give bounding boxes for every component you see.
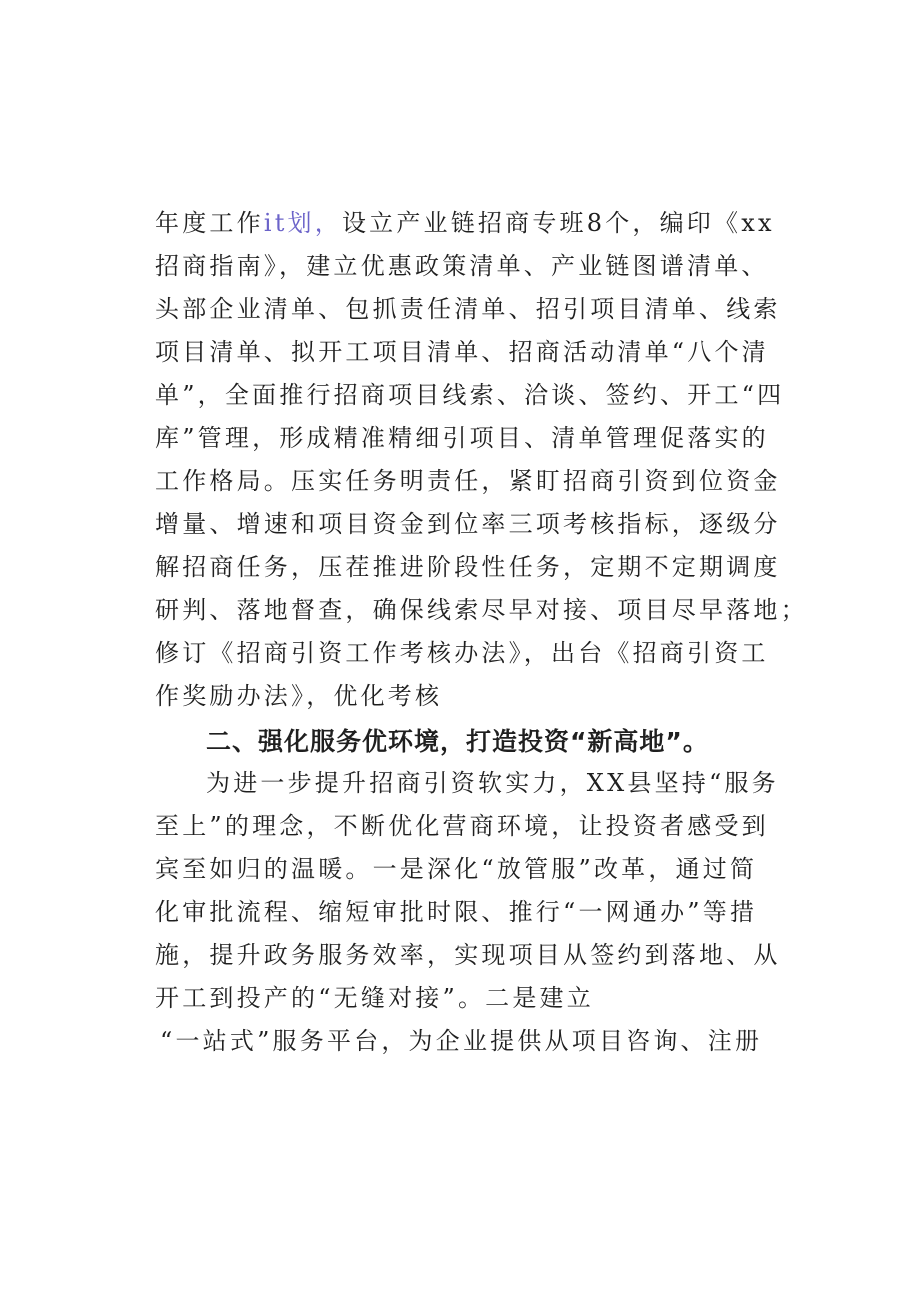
para2-line-6: 开工到投产的“无缝对接”。二是建立	[155, 984, 594, 1012]
para1-line-8: 增量、增速和项目资金到位率三项考核指标，逐级分	[155, 510, 781, 538]
text-span: 年度工作	[155, 209, 264, 237]
para2-line-4: 化审批流程、缩短审批时限、推行“一网通办”等措	[155, 898, 758, 926]
para2-line-7: “一站式”服务平台，为企业提供从项目咨询、注册	[160, 1027, 763, 1055]
para1-line-2: 招商指南》，建立优惠政策清单、产业链图谱清单、	[155, 252, 769, 280]
text-span: 设立产业链招商专班8个，编印《xx	[341, 209, 775, 237]
section-heading: 二、强化服务优环境，打造投资“新高地”。	[206, 727, 709, 756]
para1-line-1	[155, 208, 775, 238]
para1-line-4: 项目清单、拟开工项目清单、招商活动清单“八个清	[155, 338, 769, 366]
para1-line-6: 库”管理，形成精准精细引项目、清单管理促落实的	[155, 424, 769, 452]
highlighted-text: it划，	[263, 209, 342, 237]
para2-line-2: 至上”的理念，不断优化营商环境，让投资者感受到	[155, 812, 769, 840]
para1-line-7: 工作格局。压实任务明责任，紧盯招商引资到位资金	[155, 467, 781, 495]
para1-line-5: 单”，全面推行招商项目线索、洽谈、签约、开工“四	[155, 381, 785, 409]
para1-line-3: 头部企业清单、包抓责任清单、招引项目清单、线索	[155, 295, 781, 323]
para1-line-12: 作奖励办法》，优化考核	[155, 682, 443, 710]
para2-line-1: 为进一步提升招商引资软实力，XX县坚持“服务	[206, 769, 779, 797]
para1-line-9: 解招商任务，压茬推进阶段性任务，定期不定期调度	[155, 553, 781, 581]
para1-line-10: 研判、落地督查，确保线索尽早对接、项目尽早落地；	[155, 596, 808, 624]
para2-line-3: 宾至如归的温暖。一是深化“放管服”改革，通过简	[155, 855, 758, 883]
para1-line-11: 修订《招商引资工作考核办法》，出台《招商引资工	[155, 639, 769, 667]
para2-line-5: 施，提升政务服务效率，实现项目从签约到落地、从	[155, 941, 781, 969]
